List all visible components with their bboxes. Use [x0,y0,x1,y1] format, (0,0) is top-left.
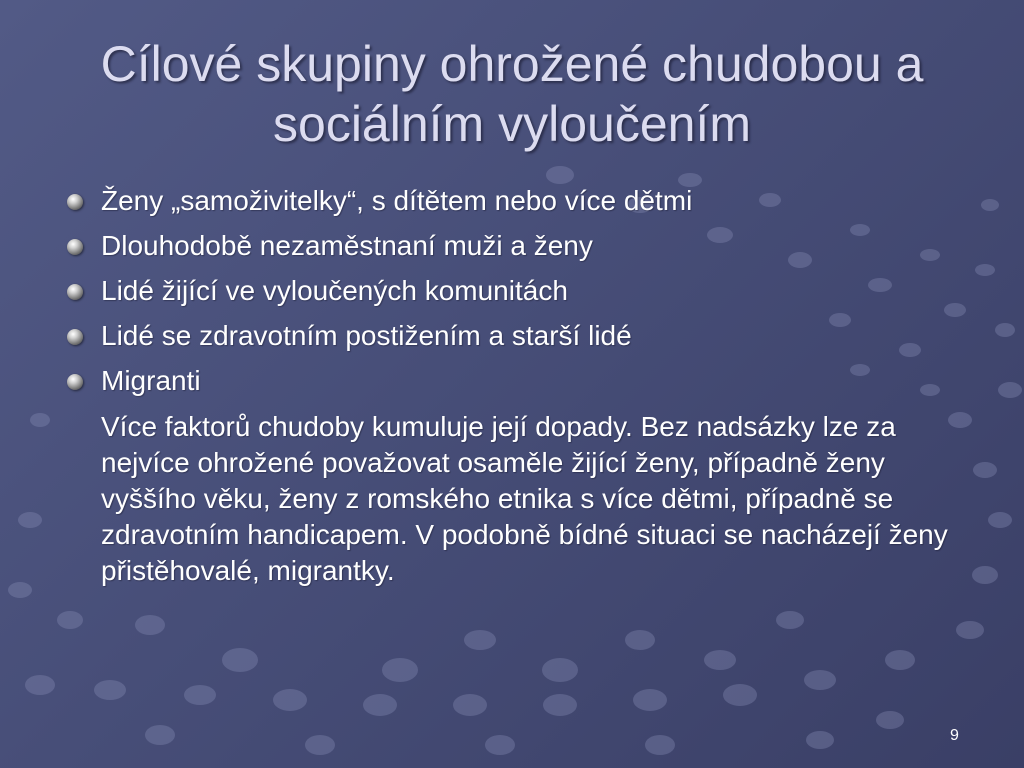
slide-title: Cílové skupiny ohrožené chudobou a sociálním vyloučením [100,36,924,152]
bullet-item [62,229,962,262]
bullet-item [62,274,962,307]
bullet-text: Ženy „samoživitelky“, s dítětem nebo více dětmi [101,185,693,216]
bullet-item [62,364,962,397]
sphere-bullet-icon [67,284,83,300]
summary-paragraph: Více faktorů chudoby kumuluje její dopady. Bez nadsázky lze za nejvíce ohrožené považovat osaměle žijící ženy, případně ženy vyššího věku, ženy z romského etnika s více dětmi, případně se zdravotním handicapem. V podobně bídné situaci se nacházejí ženy přistěhovalé, migrantky. [101,411,948,586]
sphere-bullet-icon [67,239,83,255]
sphere-bullet-icon [67,329,83,345]
bullet-list [62,184,962,397]
bullet-text: Lidé se zdravotním postižením a starší lidé [101,320,632,351]
bullet-text: Dlouhodobě nezaměstnaní muži a ženy [101,230,593,261]
slide-content [62,184,962,589]
bullet-item [62,319,962,352]
page-number: 9 [950,727,959,744]
sphere-bullet-icon [67,194,83,210]
bullet-text: Migranti [101,365,201,396]
bullet-text: Lidé žijící ve vyloučených komunitách [101,275,568,306]
sphere-bullet-icon [67,374,83,390]
bullet-item [62,184,962,217]
